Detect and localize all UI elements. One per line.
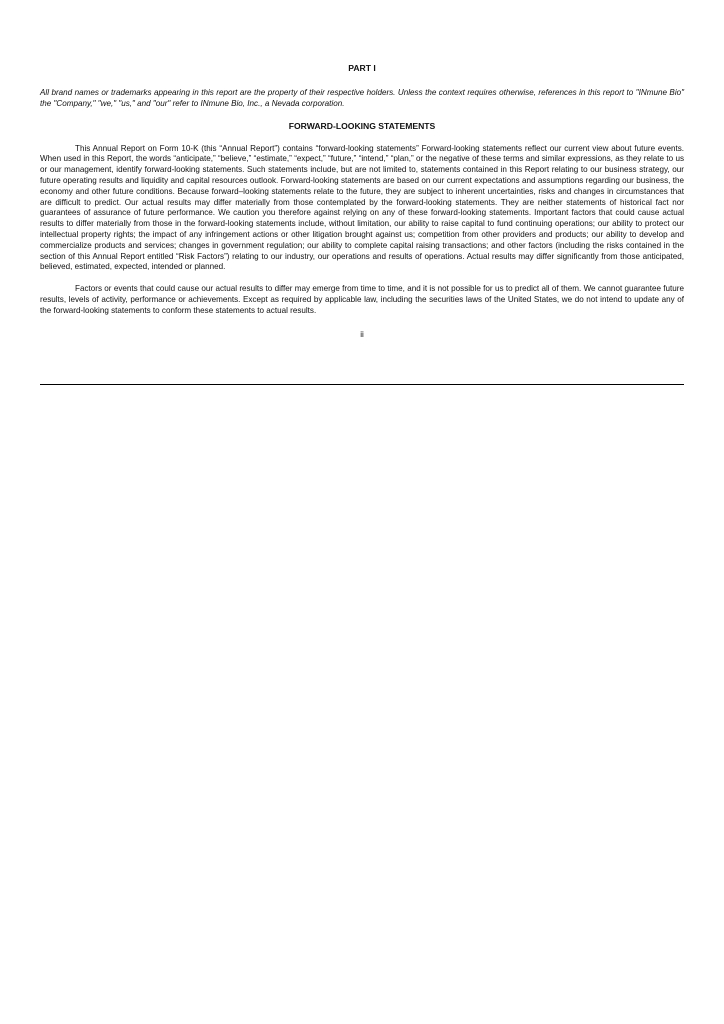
body-paragraph: This Annual Report on Form 10-K (this “Annual Report”) contains “forward-looking statements” Forward-looking statements reflect our current view about future events. When used in this Report, the words “anticipate,” “believe,” “estimate,” “expect,” “future,” “intend,” “plan,” or the negative of these terms and similar expressions, as they relate to us or our management, identify forward-looking statements. Such statements include, but are not limited to, statements contained in this Report relating to our business strategy, our future operating results and liquidity and capital resources outlook. Forward-looking statements are based on our current expectations and assumptions regarding our business, the economy and other future conditions. Because forward–looking statements relate to the future, they are subject to inherent uncertainties, risks and changes in circumstances that are difficult to predict. Our actual results may differ materially from those contemplated by the forward-looking statements. They are neither statements of historical fact nor guarantees of assurance of future performance. We caution you therefore against relying on any of these forward-looking statements. Important factors that could cause actual results to differ materially from those in the forward-looking statements include, without limitation, our ability to raise capital to fund continuing operations; our ability to protect our intellectual property rights; the impact of any infringement actions or other litigation brought against us; competition from other providers and products; our ability to develop and commercialize products and services; changes in government regulation; our ability to complete capital raising transactions; and other factors (including the risks contained in the section of this Annual Report entitled “Risk Factors”) relating to our industry, our operations and results of operations. Actual results may differ significantly from those anticipated, believed, estimated, expected, intended or planned. <box>40 143 684 272</box>
footer-divider <box>40 384 684 385</box>
section-heading: FORWARD-LOOKING STATEMENTS <box>288 120 436 131</box>
trademark-notice: All brand names or trademarks appearing in this report are the property of their respective holders. Unless the context requires otherwise, references in this report to "INmune Bio" the "Company," "we," "us," and "our" refer to INmune Bio, Inc., a Nevada corporation. <box>40 88 684 108</box>
body-paragraph: Factors or events that could cause our actual results to differ may emerge from time to time, and it is not possible for us to predict all of them. We cannot guarantee future results, levels of activity, performance or achievements. Except as required by applicable law, including the securities laws of the United States, we do not intend to update any of the forward-looking statements to conform these statements to actual results. <box>40 284 684 315</box>
document-page <box>40 60 684 340</box>
part-heading: PART I <box>348 63 376 73</box>
page-number: ii <box>360 329 364 339</box>
